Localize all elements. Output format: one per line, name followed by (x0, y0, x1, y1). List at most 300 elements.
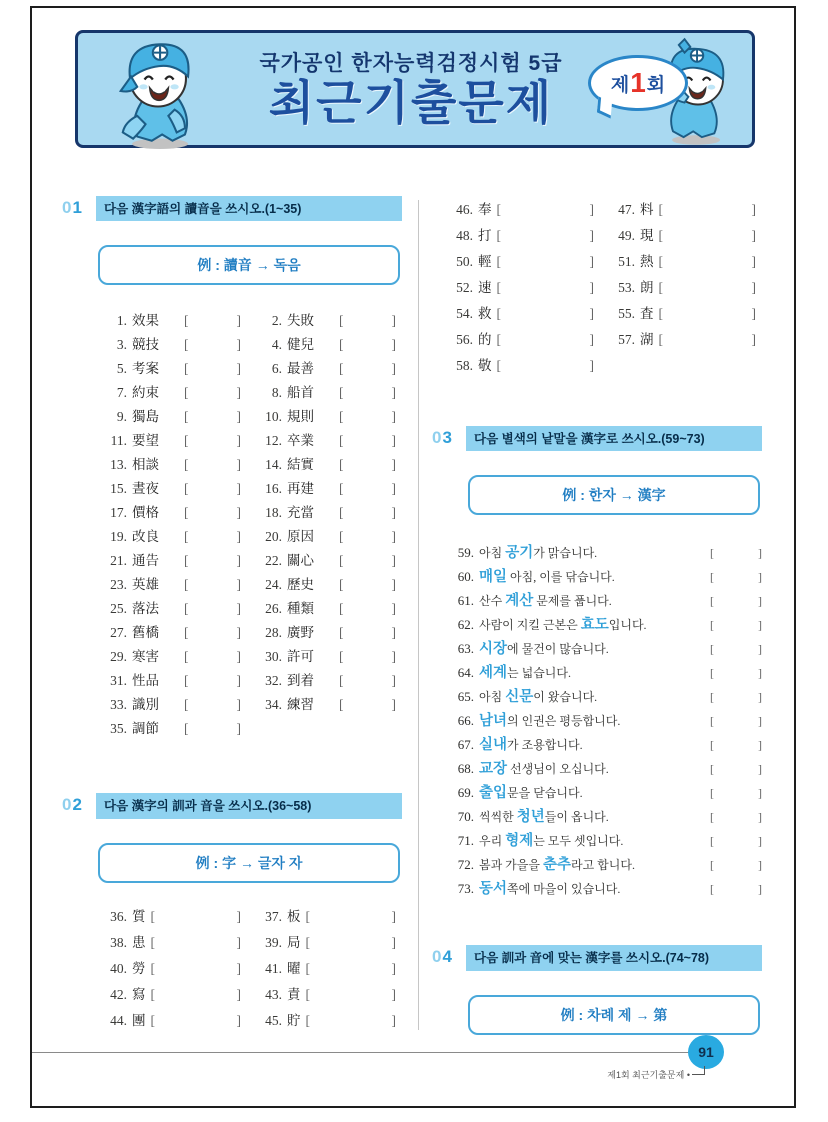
example-box-03: 例 : 한자 → 漢字 (468, 475, 760, 515)
item-number: 16. (265, 481, 282, 497)
answer-bracket-close: ] (391, 385, 396, 401)
item-number: 12. (265, 433, 282, 449)
answer-bracket-open: [ (184, 649, 189, 665)
hanja-item (100, 931, 247, 957)
answer-bracket-close: ] (391, 457, 396, 473)
item-hanja: 現 (640, 228, 654, 243)
answer-bracket-close: ] (236, 649, 241, 665)
answer-bracket-close: ] (589, 254, 594, 269)
answer-bracket-close: ] (391, 673, 396, 689)
answer-bracket-close: ] (236, 457, 241, 473)
answer-bracket-close: ] (391, 934, 396, 950)
hanja-item (255, 983, 402, 1009)
answer-bracket-open: [ (184, 313, 189, 329)
item-number: 73. (457, 881, 474, 897)
item-number: 14. (265, 457, 282, 473)
hanja-item (255, 333, 402, 357)
answer-bracket-close: ] (391, 505, 396, 521)
sentence-item (446, 709, 762, 733)
item-number: 25. (110, 601, 127, 617)
answer-bracket-close: ] (391, 1012, 396, 1028)
answer-bracket-open: [ (339, 649, 344, 665)
hanja-item (255, 597, 402, 621)
section-03-number: 03 (432, 428, 453, 447)
item-hanja: 曜 (287, 960, 301, 976)
hanja-item (255, 357, 402, 381)
item-hanja: 料 (640, 202, 654, 217)
hanja-item (446, 198, 600, 224)
sentence-item (446, 685, 762, 709)
answer-bracket-close: ] (236, 986, 241, 1002)
answer-bracket-close: ] (236, 529, 241, 545)
item-number: 9. (116, 409, 127, 425)
section-04-header (432, 945, 762, 970)
answer-bracket-open: [ (339, 313, 344, 329)
item-number: 53. (618, 280, 635, 295)
answer-bracket-close: ] (758, 570, 762, 585)
answer-bracket-close: ] (589, 332, 594, 347)
section-03-title: 다음 별색의 낱말을 漢字로 쓰시오.(59~73) (466, 426, 762, 451)
answer-bracket-close: ] (391, 481, 396, 497)
item-hanja: 的 (478, 332, 492, 347)
sentence-text: 산수 계산 문제를 풉니다. (479, 593, 612, 610)
item-number: 71. (457, 833, 474, 849)
footer-rule (32, 1052, 704, 1053)
answer-bracket-close: ] (751, 228, 756, 243)
hanja-item (100, 905, 247, 931)
item-number: 58. (456, 358, 473, 373)
item-number: 63. (457, 641, 474, 657)
hanja-item (100, 501, 247, 525)
item-number: 2. (271, 313, 282, 329)
item-number: 40. (110, 960, 127, 976)
hanja-item (446, 302, 600, 328)
answer-bracket-open: [ (658, 332, 663, 347)
answer-bracket-close: ] (236, 601, 241, 617)
answer-bracket-open: [ (710, 882, 714, 897)
hanja-item (255, 1009, 402, 1035)
item-hanja: 熱 (640, 254, 654, 269)
hanja-item (255, 549, 402, 573)
sentence-text: 씩씩한 청년들이 옵니다. (479, 809, 609, 826)
item-hanja: 價格 (132, 505, 159, 521)
answer-bracket-open: [ (184, 577, 189, 593)
item-number: 47. (618, 202, 635, 217)
item-hanja: 團 (132, 1012, 146, 1028)
item-number: 1. (116, 313, 127, 329)
item-number: 10. (265, 409, 282, 425)
item-number: 42. (110, 986, 127, 1002)
example-box-01: 例 : 讀音 → 독음 (98, 245, 400, 285)
item-number: 35. (110, 721, 127, 737)
answer-bracket-close: ] (758, 858, 762, 873)
answer-bracket-open: [ (710, 834, 714, 849)
hanja-item (608, 328, 762, 354)
item-hanja: 敬 (478, 358, 492, 373)
answer-bracket-open: [ (710, 738, 714, 753)
answer-bracket-open: [ (710, 858, 714, 873)
highlighted-word: 교장 (479, 761, 508, 778)
question-items-1-35 (100, 309, 402, 741)
item-hanja: 考案 (132, 361, 159, 377)
hanja-item (608, 250, 762, 276)
answer-bracket-close: ] (236, 409, 241, 425)
answer-bracket-open: [ (658, 202, 663, 217)
item-hanja: 失敗 (287, 313, 314, 329)
section-01-header (62, 196, 402, 221)
item-number: 13. (110, 457, 127, 473)
answer-bracket-open: [ (710, 762, 714, 777)
answer-bracket-close: ] (236, 960, 241, 976)
answer-bracket-open: [ (184, 409, 189, 425)
answer-bracket-close: ] (236, 625, 241, 641)
column-divider (418, 200, 419, 1030)
hanja-item (255, 573, 402, 597)
sentence-item (446, 781, 762, 805)
sentence-item (446, 637, 762, 661)
answer-bracket-open: [ (710, 642, 714, 657)
footer-bullet: • (686, 1070, 690, 1080)
answer-bracket-open: [ (339, 697, 344, 713)
item-number: 60. (457, 569, 474, 585)
hanja-item (255, 501, 402, 525)
answer-bracket-close: ] (758, 594, 762, 609)
hanja-item (100, 1009, 247, 1035)
answer-bracket-open: [ (658, 254, 663, 269)
item-hanja: 識別 (132, 697, 159, 713)
banner-text-block (238, 47, 584, 129)
item-number: 33. (110, 697, 127, 713)
item-number: 32. (265, 673, 282, 689)
highlighted-word: 세계 (479, 665, 508, 682)
hanja-item (255, 381, 402, 405)
item-hanja: 關心 (287, 553, 314, 569)
hanja-item (100, 549, 247, 573)
item-number: 22. (265, 553, 282, 569)
answer-bracket-close: ] (758, 834, 762, 849)
question-items-36-45 (100, 905, 402, 1035)
answer-bracket-open: [ (710, 666, 714, 681)
section-02-title: 다음 漢字의 訓과 音을 쓰시오.(36~58) (96, 793, 402, 818)
answer-bracket-open: [ (710, 618, 714, 633)
answer-bracket-open: [ (305, 960, 310, 976)
item-number: 36. (110, 908, 127, 924)
answer-bracket-close: ] (391, 553, 396, 569)
item-number: 19. (110, 529, 127, 545)
sentence-text: 봄과 가을을 춘추라고 합니다. (479, 857, 635, 874)
item-number: 56. (456, 332, 473, 347)
item-hanja: 到着 (287, 673, 314, 689)
item-number: 43. (265, 986, 282, 1002)
answer-bracket-open: [ (184, 697, 189, 713)
answer-bracket-close: ] (391, 960, 396, 976)
highlighted-word: 실내 (479, 737, 508, 754)
item-number: 34. (265, 697, 282, 713)
item-number: 30. (265, 649, 282, 665)
highlighted-word: 춘추 (542, 857, 571, 874)
item-number: 37. (265, 908, 282, 924)
answer-bracket-open: [ (658, 280, 663, 295)
answer-bracket-open: [ (710, 786, 714, 801)
mascot-left-icon (94, 35, 222, 149)
answer-bracket-open: [ (150, 934, 155, 950)
hanja-item (608, 276, 762, 302)
hanja-item (100, 333, 247, 357)
answer-bracket-close: ] (391, 313, 396, 329)
item-hanja: 質 (132, 908, 146, 924)
sentence-text: 출입문을 닫습니다. (479, 785, 583, 802)
answer-bracket-close: ] (391, 601, 396, 617)
answer-bracket-close: ] (751, 202, 756, 217)
answer-bracket-open: [ (339, 505, 344, 521)
answer-bracket-close: ] (758, 762, 762, 777)
answer-bracket-open: [ (339, 385, 344, 401)
highlighted-word: 계산 (505, 593, 534, 610)
item-number: 62. (457, 617, 474, 633)
hanja-item (100, 381, 247, 405)
hanja-item (100, 429, 247, 453)
answer-bracket-open: [ (339, 673, 344, 689)
sentence-text: 실내가 조용합니다. (479, 737, 583, 754)
answer-bracket-open: [ (184, 625, 189, 641)
answer-bracket-close: ] (391, 908, 396, 924)
item-number: 46. (456, 202, 473, 217)
answer-bracket-open: [ (339, 625, 344, 641)
item-number: 52. (456, 280, 473, 295)
hanja-item (446, 328, 600, 354)
sentence-text: 아침 공기가 맑습니다. (479, 545, 598, 562)
item-hanja: 卒業 (287, 433, 314, 449)
answer-bracket-open: [ (150, 1012, 155, 1028)
hanja-item (255, 693, 402, 717)
hanja-item (255, 905, 402, 931)
answer-bracket-open: [ (339, 433, 344, 449)
answer-bracket-open: [ (184, 529, 189, 545)
item-number: 20. (265, 529, 282, 545)
item-hanja: 歷史 (287, 577, 314, 593)
hanja-item (608, 224, 762, 250)
section-02-number: 02 (62, 795, 83, 815)
item-number: 28. (265, 625, 282, 641)
answer-bracket-open: [ (710, 690, 714, 705)
hanja-item (100, 453, 247, 477)
sentence-item (446, 757, 762, 781)
answer-bracket-open: [ (339, 553, 344, 569)
item-number: 29. (110, 649, 127, 665)
item-number: 61. (457, 593, 474, 609)
item-number: 72. (457, 857, 474, 873)
item-hanja: 湖 (640, 332, 654, 347)
item-number: 67. (457, 737, 474, 753)
item-number: 18. (265, 505, 282, 521)
item-hanja: 英雄 (132, 577, 159, 593)
highlighted-word: 시장 (479, 641, 508, 658)
footer-label: 제1회 최근기출문제 • (607, 1070, 690, 1080)
answer-bracket-close: ] (391, 529, 396, 545)
answer-bracket-close: ] (751, 332, 756, 347)
item-hanja: 原因 (287, 529, 314, 545)
answer-bracket-open: [ (710, 546, 714, 561)
answer-bracket-close: ] (589, 306, 594, 321)
hanja-item (100, 597, 247, 621)
hanja-item (255, 621, 402, 645)
item-number: 69. (457, 785, 474, 801)
hanja-item (100, 693, 247, 717)
header-banner (75, 30, 755, 148)
item-hanja: 競技 (132, 337, 159, 353)
item-hanja: 廣野 (287, 625, 314, 641)
answer-bracket-close: ] (236, 385, 241, 401)
answer-bracket-open: [ (184, 457, 189, 473)
sentence-item (446, 853, 762, 877)
answer-bracket-close: ] (589, 228, 594, 243)
item-hanja: 性品 (132, 673, 159, 689)
item-hanja: 相談 (132, 457, 159, 473)
highlighted-word: 청년 (516, 809, 545, 826)
sentence-text: 아침 신문이 왔습니다. (479, 689, 598, 706)
hanja-item (255, 309, 402, 333)
answer-bracket-open: [ (184, 361, 189, 377)
item-number: 8. (271, 385, 282, 401)
item-number: 65. (457, 689, 474, 705)
item-hanja: 救 (478, 306, 492, 321)
answer-bracket-close: ] (758, 738, 762, 753)
item-number: 51. (618, 254, 635, 269)
item-hanja: 船首 (287, 385, 314, 401)
answer-bracket-open: [ (339, 361, 344, 377)
answer-bracket-open: [ (339, 481, 344, 497)
answer-bracket-open: [ (496, 202, 501, 217)
answer-bracket-open: [ (496, 332, 501, 347)
item-hanja: 舊橋 (132, 625, 159, 641)
item-hanja: 最善 (287, 361, 314, 377)
hanja-item (255, 477, 402, 501)
item-hanja: 效果 (132, 313, 159, 329)
sentence-item (446, 661, 762, 685)
answer-bracket-open: [ (658, 228, 663, 243)
item-hanja: 板 (287, 908, 301, 924)
item-hanja: 輕 (478, 254, 492, 269)
item-hanja: 再建 (287, 481, 314, 497)
item-hanja: 落法 (132, 601, 159, 617)
item-number: 21. (110, 553, 127, 569)
answer-bracket-close: ] (391, 337, 396, 353)
item-number: 23. (110, 577, 127, 593)
item-hanja: 打 (478, 228, 492, 243)
hanja-item (100, 309, 247, 333)
item-hanja: 責 (287, 986, 301, 1002)
item-number: 49. (618, 228, 635, 243)
highlighted-word: 동서 (479, 881, 508, 898)
right-column (432, 196, 762, 1035)
answer-bracket-close: ] (758, 882, 762, 897)
item-number: 70. (457, 809, 474, 825)
badge-text: 회 (646, 74, 666, 96)
answer-bracket-close: ] (236, 934, 241, 950)
hanja-item (255, 453, 402, 477)
answer-bracket-open: [ (305, 934, 310, 950)
answer-bracket-close: ] (236, 433, 241, 449)
answer-bracket-close: ] (391, 433, 396, 449)
highlighted-word: 공기 (505, 545, 534, 562)
hanja-item (255, 957, 402, 983)
sentence-text: 교장 선생님이 오십니다. (479, 761, 609, 778)
hanja-item (446, 276, 600, 302)
answer-bracket-open: [ (339, 529, 344, 545)
answer-bracket-close: ] (391, 409, 396, 425)
item-hanja: 充當 (287, 505, 314, 521)
item-number: 64. (457, 665, 474, 681)
answer-bracket-open: [ (184, 721, 189, 737)
item-number: 26. (265, 601, 282, 617)
section-03-header (432, 426, 762, 451)
answer-bracket-close: ] (391, 361, 396, 377)
item-number: 45. (265, 1012, 282, 1028)
item-hanja: 練習 (287, 697, 314, 713)
answer-bracket-close: ] (758, 666, 762, 681)
answer-bracket-close: ] (236, 673, 241, 689)
item-number: 4. (271, 337, 282, 353)
section-01-title: 다음 漢字語의 讀音을 쓰시오.(1~35) (96, 196, 402, 221)
answer-bracket-open: [ (150, 986, 155, 1002)
answer-bracket-open: [ (184, 505, 189, 521)
answer-bracket-open: [ (184, 385, 189, 401)
hanja-item (255, 525, 402, 549)
answer-bracket-open: [ (184, 673, 189, 689)
item-hanja: 貯 (287, 1012, 301, 1028)
sentence-item (446, 589, 762, 613)
sentence-text: 동서쪽에 마을이 있습니다. (479, 881, 621, 898)
item-number: 66. (457, 713, 474, 729)
item-hanja: 約束 (132, 385, 159, 401)
highlighted-word: 신문 (505, 689, 534, 706)
item-number: 11. (110, 433, 127, 449)
answer-bracket-close: ] (391, 649, 396, 665)
sentence-item (446, 565, 762, 589)
sentence-text: 세계는 넓습니다. (479, 665, 571, 682)
highlighted-word: 효도 (580, 617, 609, 634)
answer-bracket-close: ] (391, 577, 396, 593)
hanja-item (100, 525, 247, 549)
sentence-item (446, 877, 762, 901)
sentence-item (446, 805, 762, 829)
hanja-item (100, 717, 247, 741)
hanja-item (446, 250, 600, 276)
answer-bracket-close: ] (758, 546, 762, 561)
answer-bracket-close: ] (758, 690, 762, 705)
item-number: 3. (116, 337, 127, 353)
answer-bracket-open: [ (710, 714, 714, 729)
sentence-text: 우리 형제는 모두 셋입니다. (479, 833, 624, 850)
item-number: 54. (456, 306, 473, 321)
answer-bracket-open: [ (710, 594, 714, 609)
item-number: 31. (110, 673, 127, 689)
item-number: 55. (618, 306, 635, 321)
answer-bracket-close: ] (236, 313, 241, 329)
answer-bracket-close: ] (236, 553, 241, 569)
answer-bracket-close: ] (236, 337, 241, 353)
example-box-02: 例 : 字 → 글자 자 (98, 843, 400, 883)
answer-bracket-close: ] (391, 986, 396, 1002)
section-04-number: 04 (432, 947, 453, 967)
answer-bracket-close: ] (751, 280, 756, 295)
answer-bracket-open: [ (305, 986, 310, 1002)
answer-bracket-open: [ (710, 810, 714, 825)
answer-bracket-close: ] (758, 714, 762, 729)
answer-bracket-open: [ (496, 358, 501, 373)
answer-bracket-close: ] (758, 810, 762, 825)
section-01-number: 01 (62, 198, 83, 217)
